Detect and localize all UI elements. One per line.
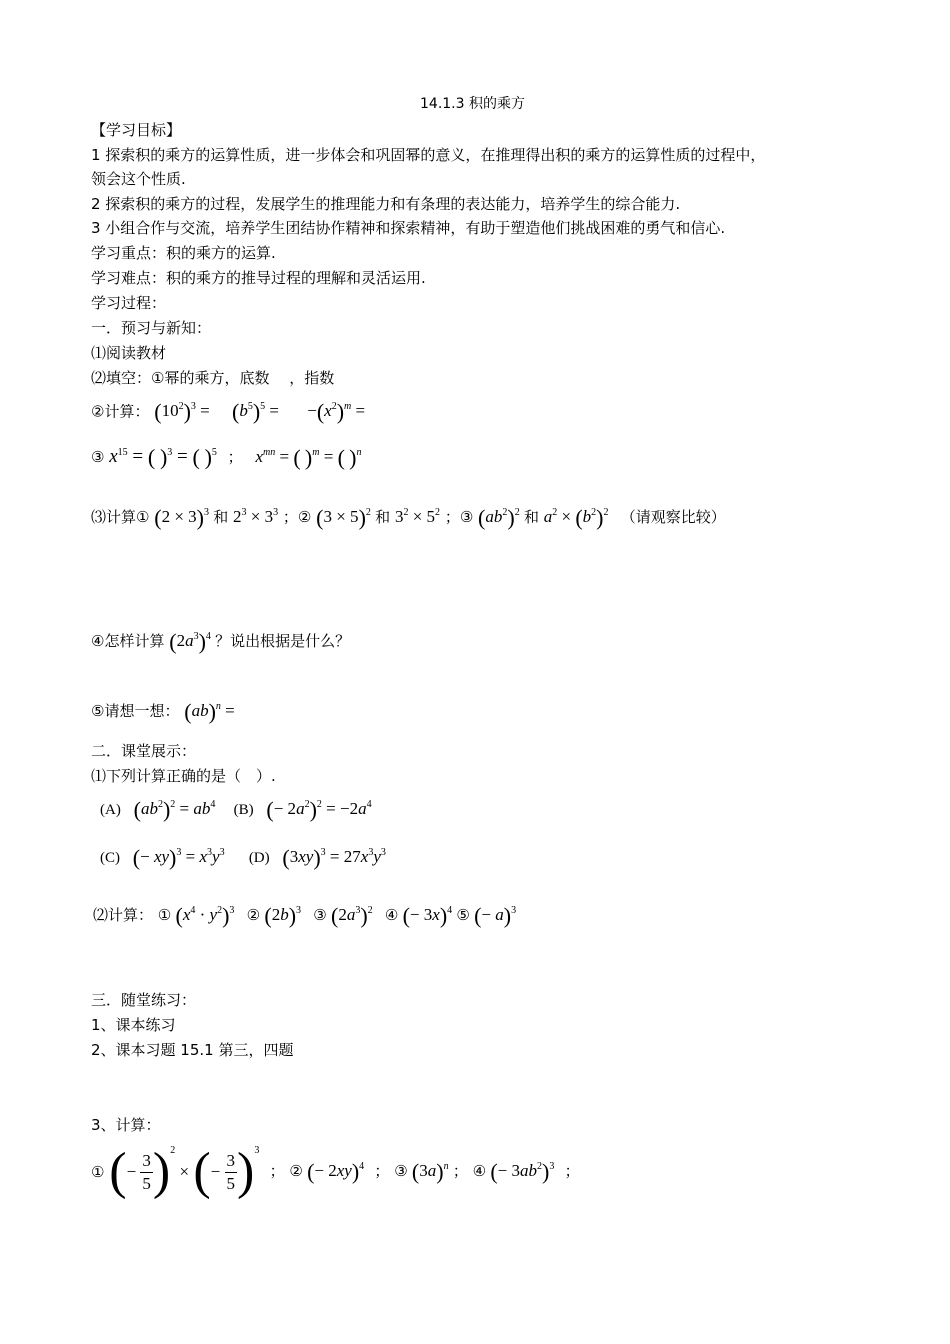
- expr-2cubed-3cubed: $2^3 \times 3^3$: [233, 507, 279, 526]
- expr-ab-n: (ab)$^n$ =: [184, 699, 235, 725]
- objectives-header: 【学习目标】: [91, 121, 182, 139]
- expr-3x5-squared: $(3 \times 5)^2$: [316, 505, 371, 531]
- p3-expr-1: (− $\frac{3}{5}$ )$^2$ × (− $\frac{3}{5}$ )$^3$: [109, 1143, 260, 1201]
- objective-3: 3 小组合作与交流，培养学生团结协作精神和探索精神，有助于塑造他们挑战困难的勇气和信心.: [91, 219, 726, 237]
- option-a-expr: $(ab^2)^2 = ab^4$: [133, 797, 216, 823]
- expr-a2-b2-squared: $a^2 \times (b^2)^2$: [543, 505, 609, 531]
- q2-expr-1: $(x^4 \cdot y^2)^3$: [175, 903, 235, 929]
- objective-1b: 领会这个性质.: [91, 170, 186, 188]
- calc-line-3: ③ $x^{15}$ = ( )$^3$ = ( )$^5$ ； $x^{mn}$ = ( )$^m$ = ( )$^n$: [91, 444, 362, 471]
- section-2-heading: 二．课堂展示：: [91, 742, 197, 760]
- process-label: 学习过程：: [91, 294, 167, 312]
- q2-expr-2: $(2b)^3$: [264, 903, 302, 929]
- key-point: 学习重点：积的乘方的运算.: [91, 244, 276, 262]
- expr-neg-x2-m: $-(x^2)^m$ =: [307, 399, 366, 425]
- expr-b5-5: $(b^5)^5$ =: [231, 399, 284, 425]
- options-ab: (A) $(ab^2)^2 = ab^4$ (B) (− $2a^2)^2 = -2a^4$: [100, 797, 372, 823]
- practice-3: 3、计算：: [91, 1116, 161, 1134]
- p3-expr-4: (− $3ab^2)^3$: [490, 1159, 555, 1185]
- option-c-expr: (− $xy)^3 = x^3y^3$: [132, 845, 225, 871]
- calc-line-4: ④怎样计算 $(2a^3)^4$ ？说出根据是什么？: [91, 629, 351, 655]
- q2-expr-4: (− 3x)$^4$: [402, 903, 453, 929]
- expr-10-2-3: $(10^2)^3$ =: [154, 399, 214, 425]
- expr-2x3-cubed: $(2 \times 3)^3$: [154, 505, 209, 531]
- section-1-heading: 一．预习与新知：: [91, 319, 212, 337]
- practice-2: 2、课本习题 15.1 第三，四题: [91, 1041, 294, 1059]
- practice-3-exprs: ① (− $\frac{3}{5}$ )$^2$ × (− $\frac{3}{5}$ )$^3$ ； ② (− 2xy)$^4$ ； ③ $(3a)^n$ ； ④ (− $3ab^2)^3$ ；: [91, 1143, 580, 1201]
- options-cd: (C) (− $xy)^3 = x^3y^3$ (D) $(3xy)^3 = 27x^3y^3$: [100, 845, 386, 871]
- calc-line-compare: ⑶计算① $(2 \times 3)^3$ 和 $2^3 \times 3^3$ ；② $(3 \times 5)^2$ 和 $3^2 \times 5^2$ ；③ $(ab^2)^2$ 和 $a^2 \times (b^2)^2$ （请观察比较）: [91, 505, 726, 531]
- practice-1: 1、课本练习: [91, 1016, 176, 1034]
- question-2: ⑵计算： ① $(x^4 \cdot y^2)^3$ ② $(2b)^3$ ③ $(2a^3)^2$ ④ (− 3x)$^4$ ⑤ (− a)$^3$: [93, 903, 517, 929]
- expr-2a3-4: $(2a^3)^4$: [169, 629, 211, 655]
- expr-x15: $x^{15}$ = ( )$^3$ = ( )$^5$: [109, 444, 217, 470]
- objective-2: 2 探索积的乘方的过程，发展学生的推理能力和有条理的表达能力，培养学生的综合能力.: [91, 195, 681, 213]
- q2-expr-3: $(2a^3)^2$: [330, 903, 373, 929]
- calc-line-2: ②计算： $(10^2)^3 = (b^5)^5 = -(x^2)^m$ =: [91, 399, 366, 425]
- section-3-heading: 三．随堂练习：: [91, 991, 197, 1009]
- p3-expr-2: (− 2xy)$^4$: [307, 1159, 365, 1185]
- option-b-expr: (− $2a^2)^2 = -2a^4$: [266, 797, 372, 823]
- p3-expr-3: $(3a)^n$: [411, 1159, 449, 1185]
- difficulty: 学习难点：积的乘方的推导过程的理解和灵活运用.: [91, 269, 426, 287]
- expr-xmn: $x^{mn}$ = ( )$^m$ = ( )$^n$: [255, 445, 362, 471]
- calc-line-5: ⑤请想一想： (ab)$^n$ =: [91, 699, 235, 725]
- q2-expr-5: (− a)$^3$: [474, 903, 517, 929]
- objective-1a: 1 探索积的乘方的运算性质，进一步体会和巩固幂的意义，在推理得出积的乘方的运算性质的过程中，: [91, 146, 766, 164]
- page-title: 14.1.3 积的乘方: [420, 96, 525, 112]
- fill-blank: ⑵填空：①幂的乘方，底数 ，指数: [91, 369, 335, 387]
- expr-3sq-5sq: $3^2 \times 5^2$: [394, 507, 441, 526]
- question-1: ⑴下列计算正确的是（ ）.: [91, 767, 276, 785]
- option-d-expr: $(3xy)^3 = 27x^3y^3$: [282, 845, 386, 871]
- read-textbook: ⑴阅读教材: [91, 344, 167, 362]
- expr-ab2-squared: $(ab^2)^2$: [478, 505, 520, 531]
